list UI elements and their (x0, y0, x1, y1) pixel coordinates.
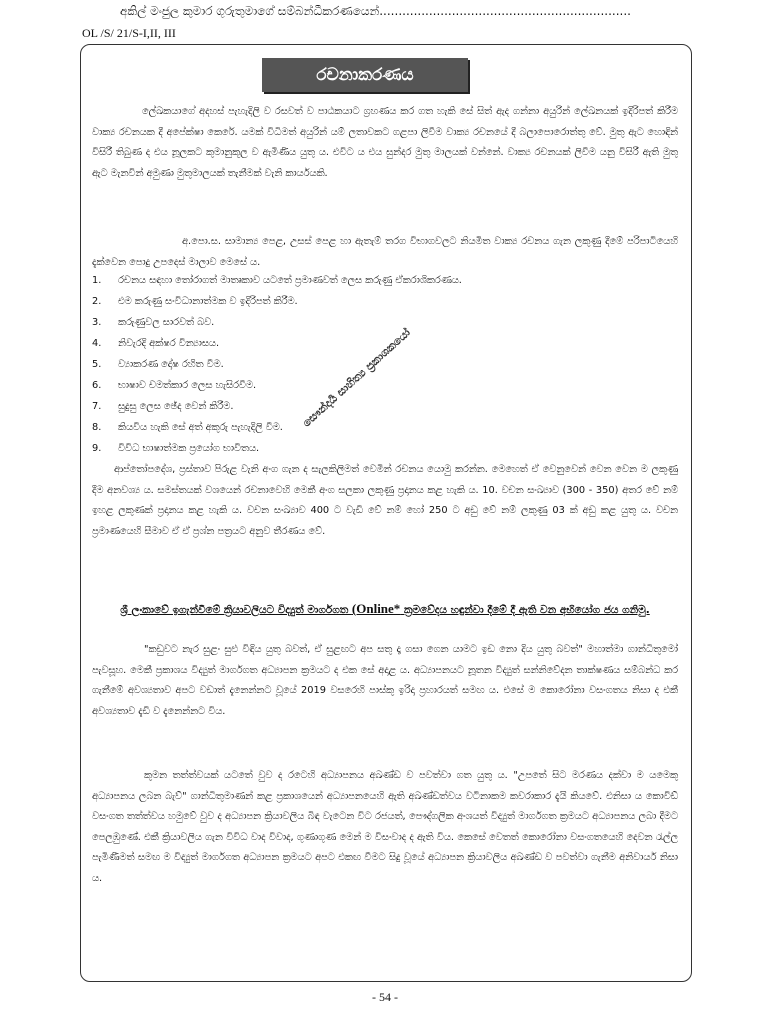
essay-paragraph-2: කුමන තත්ත්වයක් යටතේ වුව ද රටෙහි අධ්‍යාපනය අඛණ්ඩ ව පවත්වා ගත යුතු ය. "උපතේ සිට මරණය දක්වා ම යමෙකු අධ්‍යාපනය ලබන බැව්" ගාන්ධිතුමාණන් කළ ප්‍රකාශයෙන් අධ්‍යාපනයෙහි ඇති අඛණ්ඩත්වය වටිනාකම කවරාකාර දැයි කියවේ. එනිසා ය කොවිඩ් වසංගත තත්ත්වය හමුවේ වුව ද අධ්‍යාපන ක්‍රියාවලිය බිඳ වැටෙන විට රජයත්, පෞද්ගලික අංශයත් විද්‍යුත් මාර්ගගත ක්‍රමයට අධ්‍යාපනය ලබා දීමට පෙලඹුණේ. එකී ක්‍රියාවලිය ගැන විවිධ වාද විවාද, ගුණාගුණ මෙන් ම විසංවාද ද ඇති විය. කෙසේ වෙතත් කොරෝනා වසංගතයෙහි දෙවන රැල්ල පැමිණීමත් සමඟ ම විද්‍යුත් මාර්ගගත අධ්‍යාපන ක්‍රමයට අපට එකඟ වීමට සිදු වූයේ අධ්‍යාපන ක්‍රියාවලිය අඛණ්ඩ ව පවත්වා ගැනීම අනිවාර්ය නිසා ය. (92, 770, 678, 884)
list-item: 1. රචනය සඳහා තෝරාගත් මාතෘකාව යටතේ ප්‍රමාණවත් ලෙස කරුණු ඒකරාශිකරණය. (92, 275, 462, 286)
coordinator-credit-line: අකිල් මංජුල කුමාර ගුරුතුමාගේ සම්බන්ධීකරණයෙන්.................................................................. (120, 4, 631, 18)
list-item: 4. නිවැරදි අක්ෂර වින්‍යාසය. (92, 338, 220, 349)
page-number: - 54 - (372, 990, 398, 1004)
list-item: 5. ව්‍යාකරණ දෝෂ රහිත වීම. (92, 359, 224, 370)
section-title: රචනාකරණය (262, 58, 468, 92)
publisher-watermark: සෞන්දර්‍ය සාහිත්‍ය ප්‍රකාශකයෝ (300, 326, 413, 430)
essay-title: ශ්‍රී ලංකාවේ ඉගැන්වීමේ ක්‍රියාවලියට විද්‍යුත් මාර්ගගත (Online* ක්‍රමවේදය හඳුන්වා දීමේ දී ඇති වන අභියෝග ජය ගනිමු. (120, 601, 650, 616)
intro-paragraph-2: අ.පො.ස. සාමාන්‍ය පෙළ, උසස් පෙළ හා ඇතැම් තරග විභාගවලට නියමිත වාක්‍ය රචනය ගැන ලකුණු දීමේ පරිපාටියෙහි දැක්වෙන පොදු උපදෙස් මාලාව මෙසේ ය. (92, 236, 678, 268)
list-item: 8. කියවිය හැකි සේ අත් අකුරු පැහැදිලි වීම. (92, 422, 283, 433)
list-item: 7. සුදුසු ලෙස ඡේද වෙන් කිරීම. (92, 401, 234, 412)
closing-paragraph: ආප්තෝපදේශ, ප්‍රස්තාව පිරුළ වැනි අංග ගැන ද සැලකිලිමත් වෙමින් රචනය යොමු කරන්න. මෙහෙත් ඒ වෙනුවෙන් වෙන වෙන ම ලකුණු දීම අනවශ්‍ය ය. සමස්තයක් වශයෙන් රචනාවෙහි මෙකී අංග සලකා ලකුණු ප්‍රදානය කළ හැකි ය. 10. වචන සංඛ්‍යාව (300 - 350) අතර වේ නම් ඉහළ ලකුණක් ප්‍රදානය කළ හැකි ය. වචන සංඛ්‍යාව 400 ට වැඩි වේ නම් හෝ 250 ට අඩු වේ නම් ලකුණු 03 ක් අඩු කළ යුතු ය. වචන ප්‍රමාණයෙහි සීමාව ඒ ඒ ප්‍රශ්න පත්‍රයට අනුව තීරණය වේ. (92, 464, 678, 537)
paper-code: OL /S/ 21/S-I,II, III (82, 26, 176, 40)
intro-paragraph-1: ලේඛකයාගේ අදහස් පැහැදිලි ව රසවත් ව පාඨකයාට ග්‍රහණය කර ගත හැකි සේ සිත් ඇද ගන්නා අයුරින් ලේඛනයක් ඉදිරිපත් කිරීම වාක්‍ය රචනයක දී අපේක්ෂා කෙරේ. යමක් විධිමත් අයුරින් යම් ලතාවකට ගළපා ලිවීම වාක්‍ය රචනයේ දී බලාපොරොත්තු වේ. මුතු ඇට හොඳින් විසිරී තිබුණ ද එය නූලකට කුමානුකූල ව ඇමිණිය යුතු ය. එවිට ය එය සුන්දර මුතු මාලයක් වන්නේ. වාක්‍ය රචනයක් ලිවීම යනු විසිරී ඇති මුතු ඇට මැනවින් අමුණා මුතුමාලයක් තැනීමක් වැනි කාර්යයකි. (92, 106, 678, 179)
list-item: 9. විවිධ භාෂාත්මක ප්‍රයෝග භාවිතය. (92, 443, 260, 454)
list-item: 6. භාෂාව චමත්කාර ලෙස හැසිරවීම. (92, 380, 257, 391)
essay-paragraph-1: "කඩුවට නැර සුළං සුළු විඳිය යුතු බවත්, ඒ සුළඟට අප සතු දෑ ගසා ගෙන යාමට ඉඩ නො දිය යුතු බවත්" මහාත්මා ගාන්ධිතුමෝ පැවසූහ. මෙකී ප්‍රකාශය විද්‍යුත් මාර්ගගත අධ්‍යාපන ක්‍රමයට ද එක සේ අදාළ ය. අධ්‍යාපනයට නූතන විද්‍යුත් සන්නිවේදන තාක්ෂණය සම්බන්ධ කර ගැනීමේ අවශ්‍යතාව අපට වඩාත් දැනෙන්නට වූයේ 2019 වසරෙහි පාස්කු ඉරිදා ප්‍රහාරයත් සමඟ ය. එසේ ම කොරෝනා වසංගතය නිසා ද එකී අවශ්‍යතාව දැඩි ව දැනෙන්නට විය. (92, 644, 678, 717)
list-item: 2. එම කරුණු සංවිධානාත්මක ව ඉදිරිපත් කිරීම. (92, 296, 298, 307)
list-item: 3. කරුණුවල සාරවත් බව. (92, 317, 215, 328)
